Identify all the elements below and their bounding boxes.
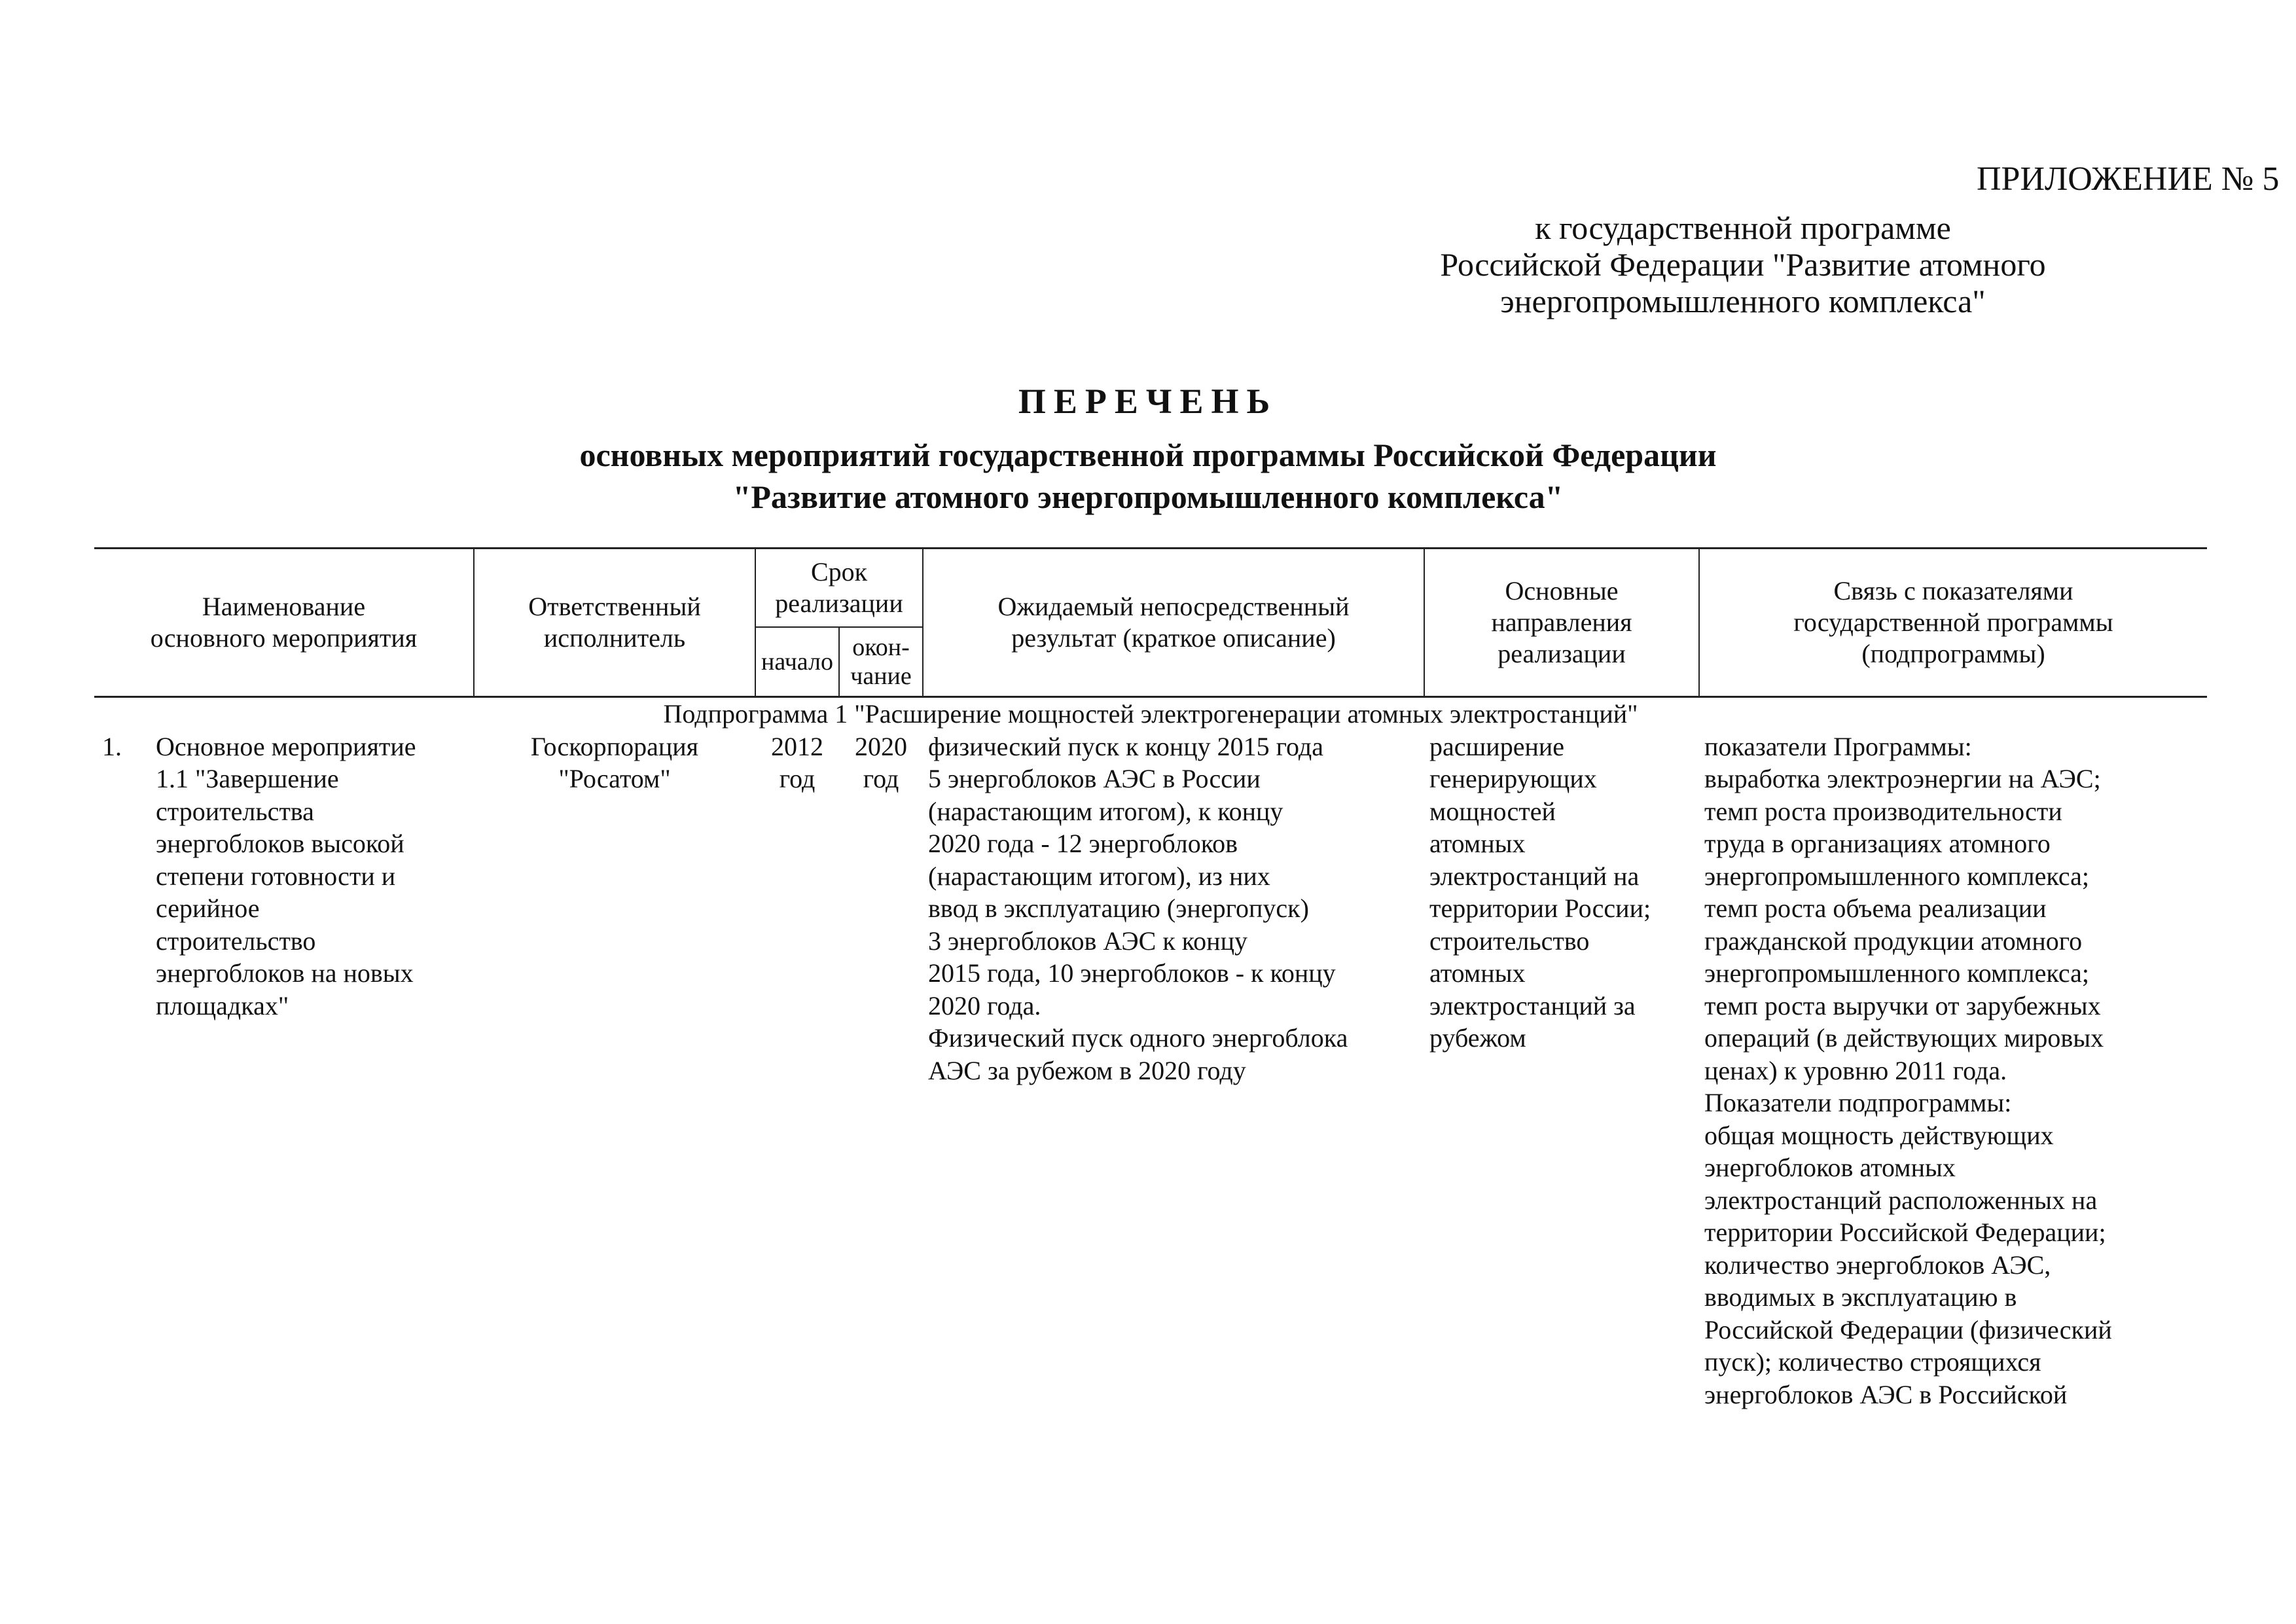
cell-measure-name (94, 731, 474, 1411)
table-header (94, 549, 2207, 697)
header-name: Наименование основного мероприятия (94, 549, 474, 697)
appendix-line-3: энергопромышленного комплекса" (1500, 283, 1986, 319)
appendix-title: ПРИЛОЖЕНИЕ № 5 (1977, 160, 2280, 198)
subprogram-title: Подпрограмма 1 "Расширение мощностей электрогенерации атомных электростанций" (663, 699, 1638, 729)
measure-name: Основное мероприятие 1.1 "Завершение строительства энергоблоков высокой степени готовности и серийное строительство энергоблоков на новых площадках" (156, 731, 416, 1020)
cell-end: 2020 год (855, 731, 907, 793)
appendix-line-2: Российской Федерации "Развитие атомного (1440, 246, 2046, 283)
header-directions: Основные направления реализации (1424, 549, 1699, 697)
table-row (94, 731, 2207, 1411)
document-subtitle-line-1: основных мероприятий государственной программы Российской Федерации (579, 437, 1717, 473)
measures-table (94, 547, 2207, 1411)
header-term: Срок реализации (755, 549, 923, 628)
cell-link: показатели Программы: выработка электроэнергии на АЭС; темп роста производительности труда в организациях атомного энергопромышленного комплекса; темп роста объема реализации гражданской продукции атомного энергопромышленного комплекса; темп роста выручки от зарубежных операций (в действующих мировых ценах) к уровню 2011 года. Показатели подпрограммы: общая мощность действующих энергоблоков атомных электростанций расположенных на территории Российской Федерации; количество энергоблоков АЭС, вводимых в эксплуатацию в Российской Федерации (физический пуск); количество строящихся энергоблоков АЭС в Российской (1704, 731, 2112, 1409)
header-link: Связь с показателями государственной программы (подпрограммы) (1699, 549, 2207, 697)
cell-executor: Госкорпорация "Росатом" (530, 731, 699, 793)
document-title: ПЕРЕЧЕНЬ (1018, 382, 1278, 421)
header-result: Ожидаемый непосредственный результат (краткое описание) (923, 549, 1424, 697)
subprogram-row (94, 697, 2207, 731)
cell-directions: расширение генерирующих мощностей атомных электростанций на территории России; строительство атомных электростанций за рубежом (1429, 731, 1651, 1053)
header-start: начало (755, 627, 839, 697)
appendix-subtitle (1314, 209, 2172, 319)
document-subtitle-line-2: "Развитие атомного энергопромышленного комплекса" (732, 478, 1564, 515)
appendix-line-1: к государственной программе (1535, 209, 1951, 246)
header-end: окон- чание (839, 627, 923, 697)
cell-result: физический пуск к концу 2015 года 5 энергоблоков АЭС в России (нарастающим итогом), к концу 2020 года - 12 энергоблоков (нарастающим итогом), из них ввод в эксплуатацию (энергопуск) 3 энергоблоков АЭС к концу 2015 года, 10 энергоблоков - к концу 2020 года. Физический пуск одного энергоблока АЭС за рубежом в 2020 году (928, 731, 1348, 1085)
cell-start: 2012 год (771, 731, 823, 793)
row-number: 1. (102, 731, 122, 761)
header-executor: Ответственный исполнитель (474, 549, 755, 697)
